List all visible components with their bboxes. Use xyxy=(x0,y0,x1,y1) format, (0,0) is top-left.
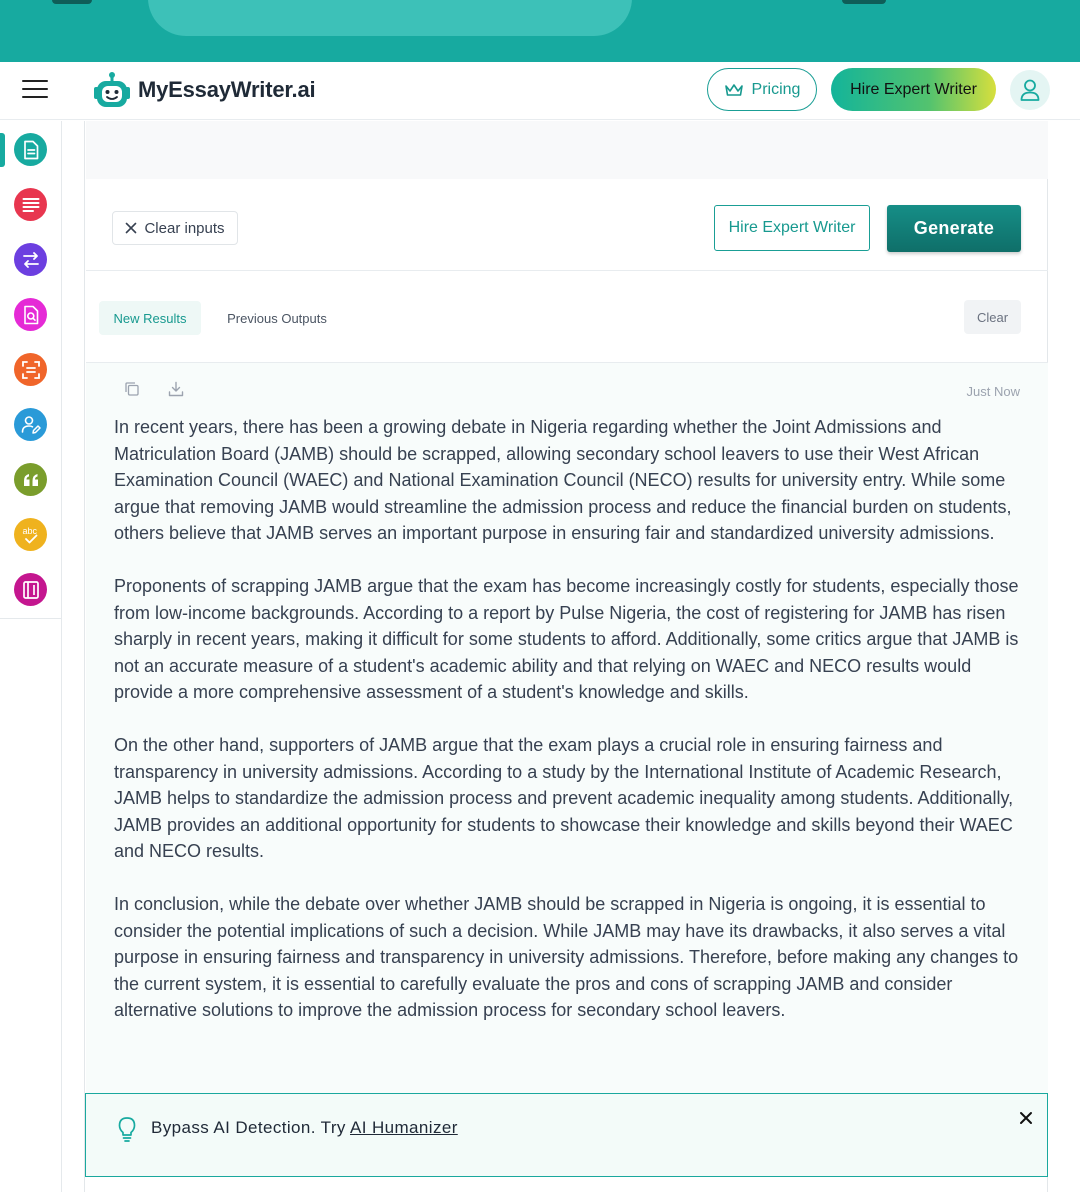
app-header xyxy=(0,62,1080,120)
generate-button[interactable] xyxy=(887,205,1021,252)
robot-logo-icon xyxy=(92,71,132,109)
generate-label: Generate xyxy=(913,218,995,238)
notice-text xyxy=(151,1118,458,1138)
scan-text-icon xyxy=(21,360,41,380)
humanizer-notice xyxy=(85,1093,1048,1177)
ai-humanizer-link[interactable]: AI Humanizer xyxy=(349,1118,458,1137)
sidebar-item-rephraser[interactable] xyxy=(14,243,47,276)
banner-pill xyxy=(148,0,632,36)
banner-decoration xyxy=(52,0,92,4)
user-account-button[interactable] xyxy=(1010,70,1050,110)
tab-new-results-label: New Results xyxy=(113,310,187,326)
logo-text: MyEssayWriter.ai xyxy=(138,77,316,102)
input-area-bottom xyxy=(86,121,1048,179)
essay-paragraph: In recent years, there has been a growing debate in Nigeria regarding whether the Joint Admissions and Matriculation Board (JAMB) should be scrapped, allowing secondary school leavers to use their West African Examination Council (WAEC) and National Examination Council (NECO) results for university entry. While some argue that removing JAMB would streamline the admission process and reduce the financial burden on students, others believe that JAMB serves an important purpose in ensuring fair and standardized university admissions. xyxy=(114,417,1012,543)
sidebar-item-essay-writer[interactable] xyxy=(14,133,47,166)
hire-expert-writer-label: Hire Expert Writer xyxy=(850,80,977,98)
spell-check-icon xyxy=(20,524,42,546)
hire-expert-writer-header-button[interactable] xyxy=(831,68,996,111)
rephrase-arrows-icon xyxy=(22,251,40,269)
active-indicator xyxy=(0,133,5,167)
essay-paragraph: In conclusion, while the debate over whether JAMB should be scrapped in Nigeria is ongoing, it is essential to consider the potential implications of such a decision. While JAMB may have its drawbacks, it also serves a vital purpose in ensuring fairness and transparency in university admissions. Therefore, before making any changes to the current system, it is essential to carefully evaluate the pros and cons of scrapping JAMB and consider alternative solutions to improve the admission process for secondary school leavers. xyxy=(114,894,1019,1020)
sidebar-item-citation[interactable] xyxy=(14,463,47,496)
svg-text:abc: abc xyxy=(22,525,37,536)
user-edit-icon xyxy=(21,415,41,435)
generated-essay xyxy=(114,414,1026,1050)
sidebar-item-book-report[interactable] xyxy=(14,573,47,606)
document-icon xyxy=(22,140,40,160)
clear-results-button[interactable] xyxy=(964,300,1021,334)
sidebar-item-user-edit[interactable] xyxy=(14,408,47,441)
document-search-icon xyxy=(22,305,40,325)
essay-paragraph: On the other hand, supporters of JAMB argue that the exam plays a crucial role in ensuring fairness and transparency in university admissions. According to a study by the International Institute of Academic Research, JAMB helps to standardize the admission process and prevent academic inequality among students. Additionally, JAMB provides an additional opportunity for students to showcase their knowledge and skills beyond their WAEC and NECO results. xyxy=(114,735,1014,861)
user-icon xyxy=(1019,78,1041,102)
tools-sidebar xyxy=(0,121,62,619)
tab-previous-outputs[interactable] xyxy=(213,301,341,335)
tab-new-results[interactable] xyxy=(99,301,201,335)
output-panel xyxy=(86,363,1048,1093)
clear-inputs-button[interactable] xyxy=(112,211,238,245)
logo[interactable] xyxy=(92,70,315,110)
close-notice-icon[interactable] xyxy=(1016,1108,1036,1128)
book-icon xyxy=(21,580,41,600)
notice-message: Bypass AI Detection. Try xyxy=(151,1118,350,1137)
banner-decoration xyxy=(842,0,886,4)
close-icon xyxy=(125,222,137,234)
clear-inputs-label: Clear inputs xyxy=(144,219,225,237)
hamburger-menu-icon[interactable] xyxy=(22,80,48,100)
pricing-button[interactable] xyxy=(707,68,817,111)
sidebar-item-paragraph[interactable] xyxy=(14,188,47,221)
hire-expert-writer-button[interactable] xyxy=(714,205,870,251)
divider xyxy=(86,270,1048,271)
hire-expert-writer-label: Hire Expert Writer xyxy=(728,219,856,236)
clear-results-label: Clear xyxy=(976,309,1009,325)
essay-paragraph: Proponents of scrapping JAMB argue that the exam has become increasingly costly for students, especially those from low-income backgrounds. According to a report by Pulse Nigeria, the cost of registering for JAMB has risen sharply in recent years, making it difficult for some students to afford. Additionally, some critics argue that JAMB is not an accurate measure of a student's academic ability and that relying on WAEC and NECO results would provide a more comprehensive assessment of a student's knowledge and skills. xyxy=(114,576,1019,702)
text-lines-icon xyxy=(22,197,40,213)
output-timestamp: Just Now xyxy=(966,384,1020,399)
download-icon[interactable] xyxy=(166,379,186,399)
tool-card xyxy=(84,121,1048,1192)
lightbulb-icon xyxy=(116,1116,138,1142)
tab-previous-outputs-label: Previous Outputs xyxy=(227,310,327,326)
copy-icon[interactable] xyxy=(122,379,142,399)
quote-icon xyxy=(22,472,40,488)
sidebar-item-ai-detector[interactable] xyxy=(14,353,47,386)
pricing-label: Pricing xyxy=(751,80,801,98)
crown-icon xyxy=(724,82,744,98)
sidebar-item-plagiarism[interactable] xyxy=(14,298,47,331)
top-banner xyxy=(0,0,1080,62)
sidebar-item-grammar[interactable] xyxy=(14,518,47,551)
sidebar-border xyxy=(61,619,62,1192)
